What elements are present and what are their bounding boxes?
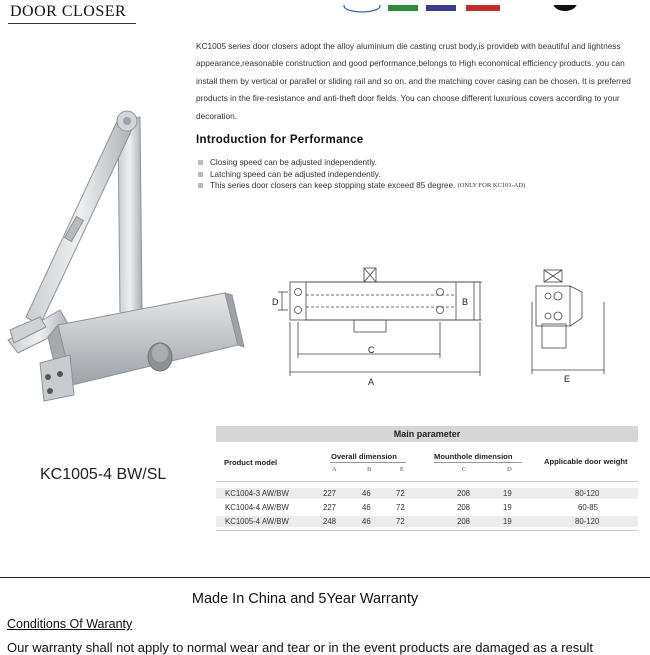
dim-label-b: B <box>462 297 469 307</box>
door-closer-illustration <box>0 95 250 405</box>
bullet-note: (ONLY FOR KC101-AD) <box>457 182 526 189</box>
cell-weight: 80-120 <box>575 517 600 526</box>
cell-a: 227 <box>323 503 337 512</box>
cell-weight: 80-120 <box>575 489 600 498</box>
sub-header-d: D <box>507 466 512 473</box>
certification-logos <box>340 0 650 8</box>
cell-model: KC1005-4 AW/BW <box>225 517 289 526</box>
cell-b: 46 <box>362 503 371 512</box>
cell-e: 72 <box>396 503 405 512</box>
sub-header-e: E <box>400 466 404 473</box>
cell-b: 46 <box>362 517 371 526</box>
cell-d: 19 <box>503 489 512 498</box>
management-certification-logo <box>426 5 456 11</box>
col-header-door-weight: Applicable door weight <box>544 457 628 466</box>
round-logo <box>553 5 577 11</box>
col-header-overall: Overall dimension <box>331 452 397 461</box>
dim-label-e: E <box>564 374 571 384</box>
cell-a: 248 <box>323 517 337 526</box>
cell-model: KC1004-4 AW/BW <box>225 503 289 512</box>
cell-c: 208 <box>457 503 471 512</box>
table-title-bar <box>216 426 638 442</box>
cell-c: 208 <box>457 517 471 526</box>
sub-header-a: A <box>332 466 337 473</box>
sub-header-c: C <box>462 466 467 473</box>
warranty-text: Our warranty shall not apply to normal wear and tear or in the event products are damaged as a result <box>7 640 594 655</box>
product-description: KC1005 series door closers adopt the alloy aluminium die casting crust body,is provideb with beautiful and lightness appearance,reasonable construction and good performance,belongs to High economical efficiency products. you can install them by vertical or parallel or sliding rail and so on. and the matching cover casing can be chosen. It is preferred products in the fire-resistance and anti-theft door fields. You can choose different luxurious covers according to your decoration. <box>196 41 631 121</box>
dim-label-a: A <box>368 377 375 387</box>
overall-underline <box>330 462 406 463</box>
bullet-text: This series door closers can keep stopping state exceed 85 degree. <box>210 181 456 190</box>
cell-c: 208 <box>457 489 471 498</box>
title-underline <box>8 23 136 24</box>
section-divider <box>0 577 650 578</box>
dim-label-d: D <box>272 297 279 307</box>
bullet-text: Closing speed can be adjusted independently. <box>210 158 377 167</box>
performance-heading: Introduction for Performance <box>196 134 364 146</box>
cell-e: 72 <box>396 489 405 498</box>
page-title: DOOR CLOSER <box>10 3 127 20</box>
logos-strip <box>340 5 650 13</box>
cell-weight: 60-85 <box>578 503 598 512</box>
bullet-text: Latching speed can be adjusted independently. <box>210 169 381 179</box>
table-divider <box>216 481 638 482</box>
mounthole-underline <box>434 462 522 463</box>
table-title: Main parameter <box>393 429 461 439</box>
table-row <box>216 503 638 517</box>
made-in-heading: Made In China and 5Year Warranty <box>191 591 419 607</box>
col-header-product: Product model <box>224 458 278 467</box>
green-certification-logo <box>388 5 418 11</box>
dimension-diagram <box>268 262 618 392</box>
model-label: KC1005-4 BW/SL <box>40 466 167 483</box>
cell-b: 46 <box>362 489 371 498</box>
col-header-mounthole: Mounthole dimension <box>434 452 513 461</box>
cell-d: 19 <box>503 517 512 526</box>
mpa-certification-logo <box>344 5 380 12</box>
dim-label-c: C <box>368 345 375 355</box>
sub-header-b: B <box>367 466 372 473</box>
cell-e: 72 <box>396 517 405 526</box>
table-row <box>216 517 638 531</box>
cell-model: KC1004-3 AW/BW <box>225 489 289 498</box>
conditions-heading: Conditions Of Waranty <box>7 617 133 631</box>
cell-a: 227 <box>323 489 337 498</box>
table-row <box>216 489 638 503</box>
table-body <box>216 489 638 531</box>
technical-drawing <box>268 262 618 392</box>
door-closer-photo <box>0 95 250 405</box>
cell-d: 19 <box>503 503 512 512</box>
red-certification-logo <box>466 5 500 11</box>
